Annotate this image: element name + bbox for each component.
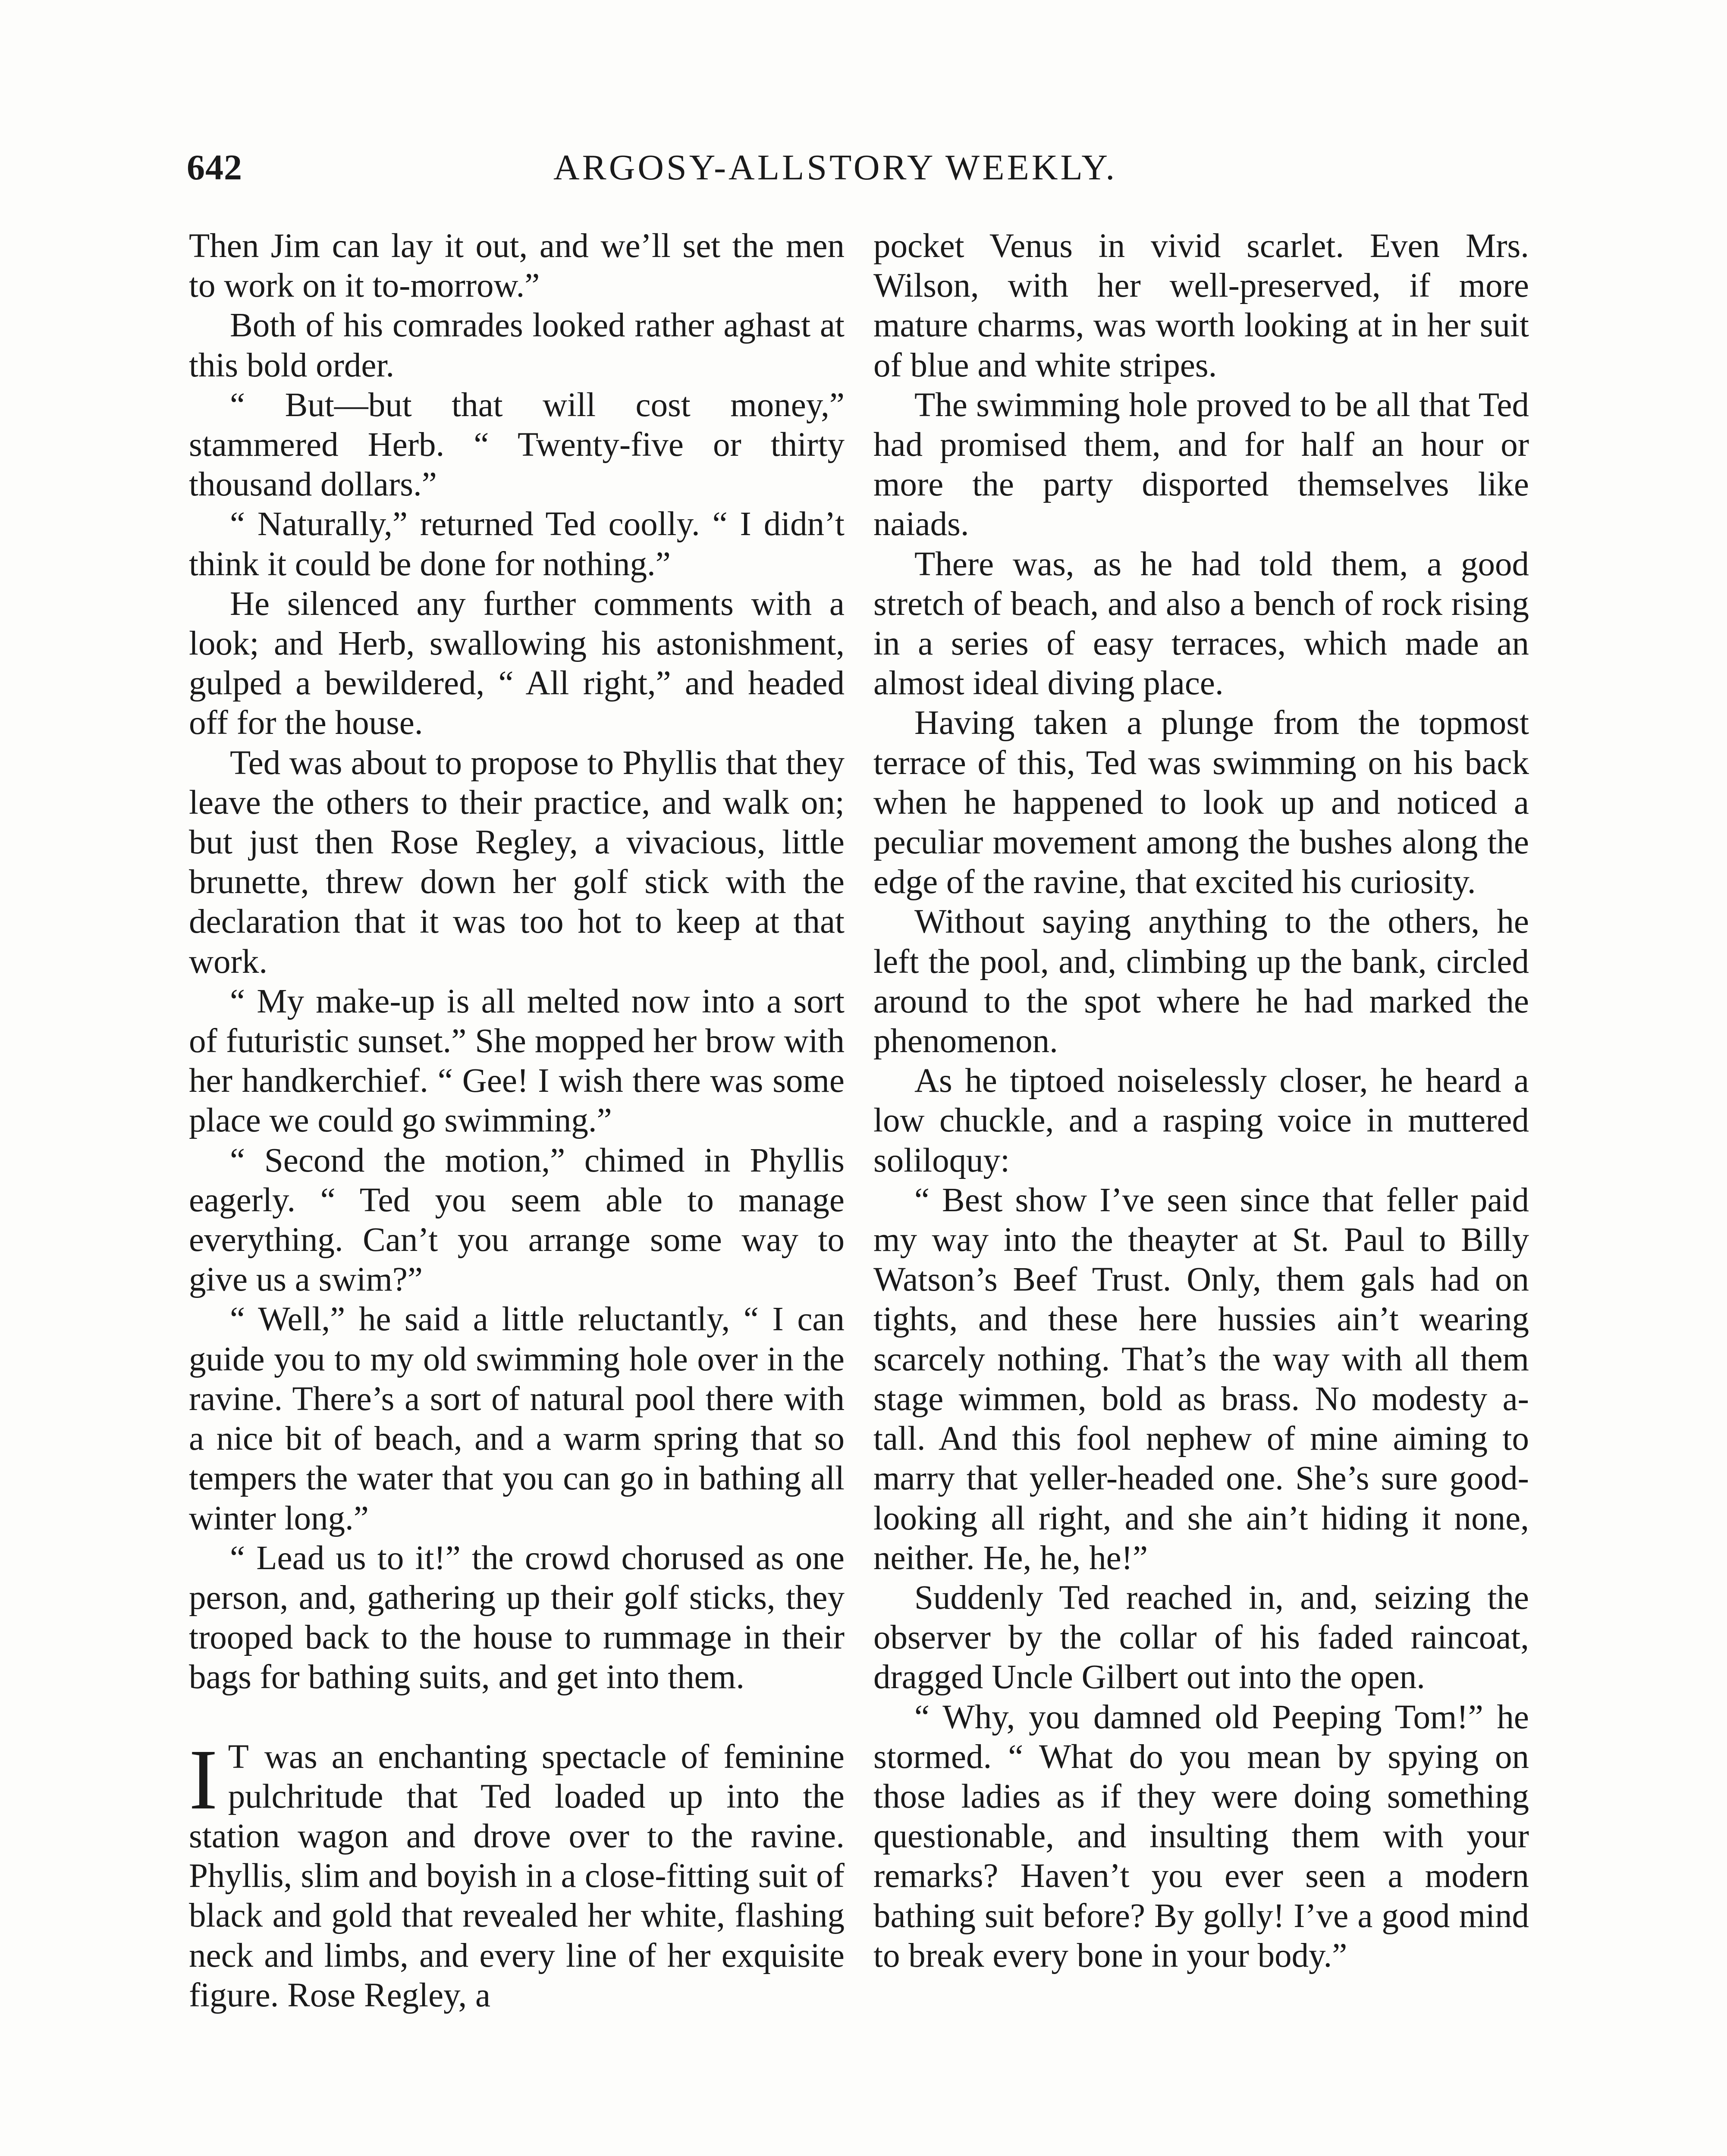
paragraph: “ My make-up is all melted now into a sort of futuristic sunset.” She mopped her brow with her handkerchief. “ Gee! I wish there was some place we could go swimming.” — [189, 982, 845, 1140]
page-header — [187, 147, 1545, 203]
first-word-rest: T — [228, 1738, 250, 1776]
paragraph: “ Lead us to it!” the crowd chorused as one person, and, gathering up their golf sticks, they trooped back to the house to rummage in their bags for bathing suits, and get into them. — [189, 1539, 845, 1696]
paragraph: “ Best show I’ve seen since that feller paid my way into the theayter at St. Paul to Billy Watson’s Beef Trust. Only, them gals had on tights, and these here hussies ain’t wearing scarcely nothing. That’s the way with all them stage wimmen, bold as brass. No modesty a-tall. And this fool nephew of mine aiming to marry that yeller-headed one. She’s sure good-looking all right, and she ain’t hiding it none, neither. He, he, he!” — [873, 1181, 1529, 1577]
page-number: 642 — [187, 147, 242, 188]
paragraph: “ Well,” he said a little reluctantly, “ I can guide you to my old swimming hole over in the ravine. There’s a sort of natural pool there with a nice bit of beach, and a warm spring that so tempers the water that you can go in bathing all winter long.” — [189, 1300, 845, 1537]
paragraph: He silenced any further comments with a look; and Herb, swallowing his astonishment, gulped a bewildered, “ All right,” and headed off for the house. — [189, 585, 845, 742]
paragraph: As he tiptoed noiselessly closer, he heard a low chuckle, and a rasping voice in muttered soliloquy: — [873, 1062, 1529, 1179]
paragraph: “ But—but that will cost money,” stammered Herb. “ Twenty-five or thirty thousand dollars.” — [189, 386, 845, 504]
running-title: ARGOSY-ALLSTORY WEEKLY. — [553, 147, 1118, 188]
right-column — [873, 226, 1529, 1976]
paragraph: There was, as he had told them, a good stretch of beach, and also a bench of rock rising in a series of easy terraces, which made an almost ideal diving place. — [873, 545, 1529, 702]
paragraph: Having taken a plunge from the topmost terrace of this, Ted was swimming on his back when he happened to look up and noticed a peculiar movement among the bushes along the edge of the ravine, that excited his curiosity. — [873, 704, 1529, 901]
section-break-paragraph — [189, 1732, 845, 2015]
drop-cap: I — [189, 1732, 218, 1827]
paragraph: Both of his comrades looked rather aghast at this bold order. — [189, 307, 845, 384]
paragraph: The swimming hole proved to be all that Ted had promised them, and for half an hour or more the party disported themselves like naiads. — [873, 386, 1529, 543]
paragraph: “ Second the motion,” chimed in Phyllis eagerly. “ Ted you seem able to manage everything. Can’t you arrange some way to give us a swim?” — [189, 1141, 845, 1299]
left-column — [189, 226, 845, 2015]
paragraph: “ Naturally,” returned Ted coolly. “ I didn’t think it could be done for nothing.” — [189, 505, 845, 583]
paragraph: “ Why, you damned old Peeping Tom!” he stormed. “ What do you mean by spying on those ladies as if they were doing something questionable, and insulting them with your remarks? Haven’t you ever seen a modern bathing suit before? By golly! I’ve a good mind to break every bone in your body.” — [873, 1698, 1529, 1974]
paragraph: Without saying anything to the others, he left the pool, and, climbing up the bank, circled around to the spot where he had marked the phenomenon. — [873, 903, 1529, 1060]
paragraph: Ted was about to propose to Phyllis that they leave the others to their practice, and walk on; but just then Rose Regley, a vivacious, little brunette, threw down her golf stick with the declaration that it was too hot to keep at that work. — [189, 744, 845, 981]
paragraph: pocket Venus in vivid scarlet. Even Mrs. Wilson, with her well-preserved, if more mature charms, was worth looking at in her suit of blue and white stripes. — [873, 227, 1529, 384]
paragraph: Then Jim can lay it out, and we’ll set the men to work on it to-morrow.” — [189, 227, 845, 305]
paragraph: Suddenly Ted reached in, and, seizing the observer by the collar of his faded raincoat, dragged Uncle Gilbert out into the open. — [873, 1579, 1529, 1696]
section-text: was an enchanting spectacle of feminine pulchritude that Ted loaded up into the station wagon and drove over to the ravine. Phyllis, slim and boyish in a close-fitting suit of black and gold that revealed her white, flashing neck and limbs, and every line of her exquisite figure. Rose Regley, a — [189, 1738, 845, 2014]
